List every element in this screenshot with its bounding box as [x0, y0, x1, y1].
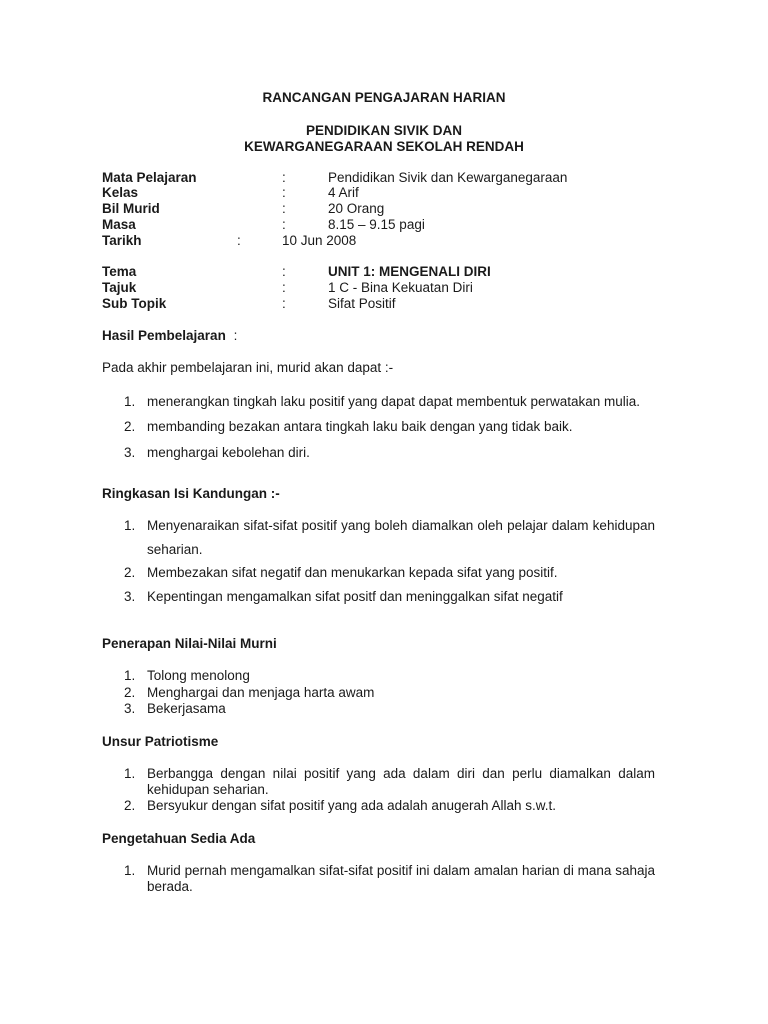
info-value: 8.15 – 9.15 pagi	[328, 217, 425, 232]
list-item	[124, 445, 655, 461]
list-text: Bekerjasama	[147, 701, 226, 716]
list-number: 3.	[124, 589, 136, 604]
info-colon: :	[282, 170, 286, 185]
list-text: Berbangga dengan nilai positif yang ada dalam diri dan perlu diamalkan dalam kehidupan seharian.	[147, 766, 655, 797]
document-title: RANCANGAN PENGAJARAN HARIAN	[262, 90, 506, 105]
topic-value: UNIT 1: MENGENALI DIRI	[328, 264, 491, 279]
list-item	[124, 589, 655, 605]
section-heading-moral-values: Penerapan Nilai-Nilai Murni	[102, 636, 277, 651]
topic-colon: :	[282, 264, 286, 279]
list-text: Membezakan sifat negatif dan menukarkan kepada sifat yang positif.	[147, 565, 558, 580]
list-item	[124, 394, 655, 410]
list-number: 3.	[124, 445, 136, 460]
topic-value: 1 C - Bina Kekuatan Diri	[328, 280, 473, 295]
list-text: Bersyukur dengan sifat positif yang ada adalah anugerah Allah s.w.t.	[147, 798, 557, 813]
list-number: 1.	[124, 766, 136, 781]
list-number: 1.	[124, 518, 136, 533]
list-item	[124, 766, 655, 798]
topic-label: Tajuk	[102, 280, 137, 295]
info-value: 20 Orang	[328, 201, 385, 216]
list-number: 1.	[124, 394, 136, 409]
info-colon: :	[282, 201, 286, 216]
list-item	[124, 863, 655, 895]
list-text: menerangkan tingkah laku positif yang dapat dapat membentuk perwatakan mulia.	[147, 394, 641, 409]
info-value: 10 Jun 2008	[282, 233, 357, 248]
info-colon: :	[282, 185, 286, 200]
topic-colon: :	[282, 280, 286, 295]
info-label: Mata Pelajaran	[102, 170, 197, 185]
list-item	[124, 518, 655, 566]
list-number: 3.	[124, 701, 136, 716]
list-number: 2.	[124, 419, 136, 434]
learning-outcomes-intro: Pada akhir pembelajaran ini, murid akan dapat :-	[102, 360, 394, 375]
info-label: Bil Murid	[102, 201, 160, 216]
topic-label: Sub Topik	[102, 296, 167, 311]
topic-label: Tema	[102, 264, 137, 279]
section-heading-prior-knowledge: Pengetahuan Sedia Ada	[102, 831, 256, 846]
list-number: 2.	[124, 565, 136, 580]
list-text: membanding bezakan antara tingkah laku baik dengan yang tidak baik.	[147, 419, 573, 434]
list-text: menghargai kebolehan diri.	[147, 445, 310, 460]
list-item	[124, 685, 655, 701]
list-text: Murid pernah mengamalkan sifat-sifat positif ini dalam amalan harian di mana sahaja berada.	[147, 863, 655, 894]
heading-colon: :	[233, 328, 238, 343]
info-value: 4 Arif	[328, 185, 359, 200]
topic-row-subtopic	[102, 296, 702, 312]
topic-row-title	[102, 280, 702, 296]
list-text: Menghargai dan menjaga harta awam	[147, 685, 375, 700]
subject-title-line1: PENDIDIKAN SIVIK DAN	[305, 123, 462, 138]
info-row-time	[102, 217, 702, 233]
subject-title-line2: KEWARGANEGARAAN SEKOLAH RENDAH	[244, 139, 524, 154]
list-item	[124, 419, 655, 435]
info-row-date	[102, 233, 702, 249]
list-item	[124, 565, 655, 581]
info-row-subject	[102, 170, 702, 186]
info-row-class	[102, 185, 702, 201]
info-label: Tarikh	[102, 233, 142, 248]
list-item	[124, 701, 655, 717]
topic-colon: :	[282, 296, 286, 311]
list-text: Menyenaraikan sifat-sifat positif yang boleh diamalkan oleh pelajar dalam kehidupan seharian.	[147, 518, 655, 557]
list-number: 1.	[124, 863, 136, 878]
list-item	[124, 668, 655, 684]
list-number: 2.	[124, 685, 136, 700]
info-label: Kelas	[102, 185, 139, 200]
info-colon: :	[237, 233, 241, 248]
list-number: 1.	[124, 668, 136, 683]
section-heading-content-summary: Ringkasan Isi Kandungan :-	[102, 486, 280, 501]
info-label: Masa	[102, 217, 136, 232]
info-row-students	[102, 201, 702, 217]
section-heading-learning-outcomes	[102, 328, 237, 343]
list-text: Kepentingan mengamalkan sifat positf dan meninggalkan sifat negatif	[147, 589, 563, 604]
topic-value: Sifat Positif	[328, 296, 396, 311]
info-colon: :	[282, 217, 286, 232]
list-item	[124, 798, 655, 814]
info-value: Pendidikan Sivik dan Kewarganegaraan	[328, 170, 568, 185]
list-number: 2.	[124, 798, 136, 813]
section-heading-patriotism: Unsur Patriotisme	[102, 734, 219, 749]
topic-row-theme	[102, 264, 702, 280]
list-text: Tolong menolong	[147, 668, 250, 683]
heading-text: Hasil Pembelajaran	[102, 328, 226, 343]
